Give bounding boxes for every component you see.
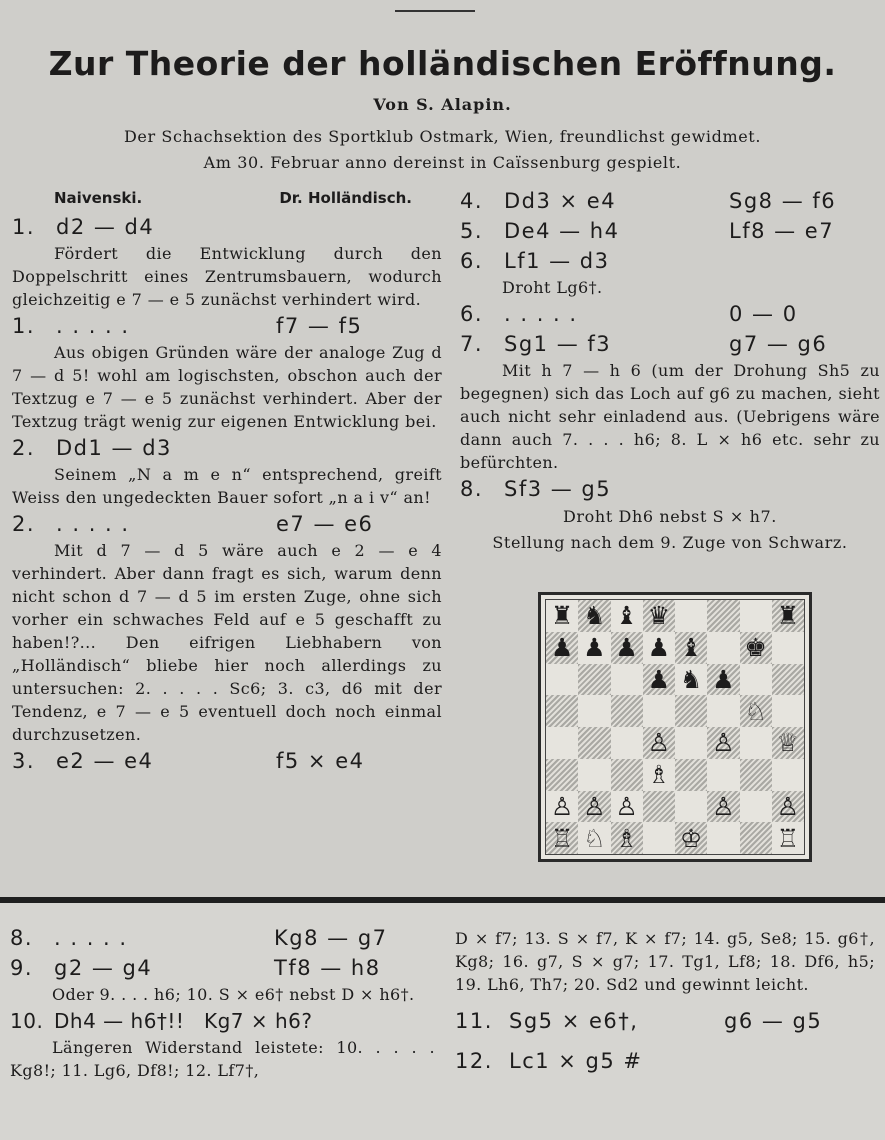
- move-number: 9.: [10, 956, 34, 980]
- move-9: [10, 953, 435, 983]
- move-12: [455, 1046, 875, 1076]
- board-square: [611, 632, 643, 664]
- move-1-black: [12, 311, 442, 341]
- black-move: Kg8 — g7: [274, 926, 388, 950]
- board-square: [578, 664, 610, 696]
- board-square: [772, 600, 804, 632]
- comment-10-continued: D × f7; 13. S × f7, K × f7; 14. g5, Se8; 15. g6†, Kg8; 16. g7, S × g7; 17. Tg1, Lf8; 18. Df6, h5; 19. Lh6, Th7; 20. Sd2 und gewinnt leicht.: [455, 929, 875, 994]
- board-square: [675, 759, 707, 791]
- move-1: [12, 212, 442, 242]
- move-3: [12, 746, 442, 776]
- chess-piece: ♗: [615, 823, 638, 853]
- board-square: [675, 664, 707, 696]
- comment-1: Fördert die Entwicklung durch den Doppelschritt eines Zentrumsbauern, wodurch gleichzeitig e 7 — e 5 zunächst verhindert wird.: [12, 244, 442, 309]
- white-move: Dd1 — d3: [56, 436, 172, 460]
- board-square: [643, 791, 675, 823]
- white-move: De4 — h4: [504, 219, 620, 243]
- comment-7: Mit h 7 — h 6 (um der Drohung Sh5 zu begegnen) sich das Loch auf g6 zu machen, sieht auch nicht sehr einladend aus. (Uebrigens wäre dann auch 7. . . . h6; 8. L × h6 etc. sehr zu befürchten.: [460, 361, 880, 472]
- board-square: [707, 600, 739, 632]
- board-square: [675, 727, 707, 759]
- move-6-black: [460, 299, 880, 329]
- black-move: f7 — f5: [276, 314, 363, 338]
- chess-piece: ♕: [776, 728, 800, 758]
- white-move: Sg5 × e6†,: [509, 1009, 639, 1033]
- move-number: 11.: [455, 1009, 493, 1033]
- chess-piece: ♙: [712, 791, 735, 821]
- chess-piece: ♟: [550, 633, 574, 663]
- board-square: [611, 727, 643, 759]
- chess-piece: ♙: [583, 791, 606, 821]
- board-square: [740, 727, 772, 759]
- comment-4: Mit d 7 — d 5 wäre auch e 2 — e 4 verhindert. Aber dann fragt es sich, warum denn nicht schon d 7 — d 5 im ersten Zuge, ohne sich vorher ein schwaches Feld auf e 5 geschafft zu haben!?... Den eifrigen Liebhabern von „Holländisch“ bliebe hier noch allerdings zu untersuchen: 2. . . . . Sc6; 3. c3, d6 mit der Tendenz, e 7 — e 5 eventuell doch noch einmal durchzusetzen.: [12, 541, 442, 744]
- board-square: [707, 759, 739, 791]
- chess-piece: ♖: [776, 823, 800, 853]
- board-square: [643, 600, 675, 632]
- board-square: [740, 632, 772, 664]
- chess-piece: ♟: [712, 664, 735, 694]
- move-8-black: [10, 923, 435, 953]
- board-square: [546, 632, 578, 664]
- chess-piece: ♞: [583, 601, 606, 631]
- byline: Von S. Alapin.: [373, 95, 512, 114]
- move-2: [12, 433, 442, 463]
- board-square: [772, 695, 804, 727]
- chess-piece: ♞: [679, 664, 703, 694]
- board-square: [707, 664, 739, 696]
- players-header: [12, 186, 442, 212]
- board-square: [740, 600, 772, 632]
- board-square: [707, 791, 739, 823]
- white-move: Dd3 × e4: [504, 189, 617, 213]
- chess-piece: ♙: [550, 791, 574, 821]
- white-player: Naivenski.: [54, 189, 143, 207]
- board-square: [675, 822, 707, 854]
- board-square: [675, 632, 707, 664]
- board-square: [578, 632, 610, 664]
- white-move: . . . . .: [54, 926, 128, 950]
- board-square: [611, 791, 643, 823]
- chess-piece: ♔: [679, 823, 703, 853]
- black-player: Dr. Holländisch.: [279, 189, 412, 207]
- chess-piece: ♙: [647, 728, 671, 758]
- chess-board: [545, 599, 805, 855]
- chess-piece: ♜: [776, 601, 800, 631]
- white-move: . . . . .: [504, 302, 578, 326]
- move-number: 10.: [10, 1009, 44, 1033]
- board-square: [675, 791, 707, 823]
- black-move: g7 — g6: [729, 332, 828, 356]
- chess-piece: ♘: [744, 696, 767, 726]
- move-6: [460, 246, 880, 276]
- article-title: Zur Theorie der holländischen Eröffnung.: [48, 44, 837, 83]
- right-column: [460, 186, 880, 556]
- black-move: f5 × e4: [276, 749, 365, 773]
- move-number: 2.: [12, 512, 36, 536]
- chess-piece: ♝: [615, 601, 638, 631]
- board-square: [707, 695, 739, 727]
- chess-piece: ♟: [647, 633, 671, 663]
- chess-piece: ♜: [550, 601, 574, 631]
- board-square: [611, 664, 643, 696]
- comment-6: Droht Lg6†.: [502, 278, 603, 297]
- comment-9: Oder 9. . . . h6; 10. S × e6† nebst D × h6†.: [52, 985, 415, 1004]
- move-2-black: [12, 509, 442, 539]
- board-square: [611, 759, 643, 791]
- board-square: [643, 695, 675, 727]
- board-square: [772, 759, 804, 791]
- played-note: Am 30. Februar anno dereinst in Caïssenburg gespielt.: [203, 153, 682, 172]
- move-number: 8.: [10, 926, 34, 950]
- board-square: [772, 664, 804, 696]
- board-square: [772, 632, 804, 664]
- white-move: Lc1 × g5 #: [509, 1049, 643, 1073]
- white-move: Sf3 — g5: [504, 477, 612, 501]
- board-square: [643, 632, 675, 664]
- board-square: [578, 822, 610, 854]
- move-number: 6.: [460, 302, 484, 326]
- move-number: 6.: [460, 249, 484, 273]
- chess-piece: ♛: [647, 601, 671, 631]
- board-square: [707, 727, 739, 759]
- board-square: [578, 727, 610, 759]
- chess-diagram: [538, 592, 812, 862]
- white-move: g2 — g4: [54, 956, 153, 980]
- board-square: [611, 600, 643, 632]
- chess-piece: ♙: [615, 791, 638, 821]
- comment-8: Droht Dh6 nebst S × h7.: [563, 507, 777, 526]
- board-square: [675, 600, 707, 632]
- board-square: [643, 727, 675, 759]
- white-move: Lf1 — d3: [504, 249, 610, 273]
- comment-3: Seinem „N a m e n“ entsprechend, greift Weiss den ungedeckten Bauer sofort „n a i v“ an!: [12, 465, 442, 507]
- board-square: [611, 822, 643, 854]
- top-rule: [395, 10, 475, 12]
- move-number: 2.: [12, 436, 36, 460]
- black-move: 0 — 0: [729, 302, 798, 326]
- white-move: Sg1 — f3: [504, 332, 612, 356]
- board-square: [707, 632, 739, 664]
- move-number: 3.: [12, 749, 36, 773]
- chess-piece: ♙: [776, 791, 800, 821]
- board-square: [546, 759, 578, 791]
- move-7: [460, 329, 880, 359]
- chess-piece: ♟: [647, 664, 671, 694]
- board-square: [546, 695, 578, 727]
- comment-2: Aus obigen Gründen wäre der analoge Zug d 7 — d 5! wohl am logischsten, obschon auch der Textzug e 7 — e 5 zunächst verhindert. Aber der Textzug trägt wenig zur eigenen Entwicklung bei.: [12, 343, 442, 431]
- move-number: 4.: [460, 189, 484, 213]
- move-4: [460, 186, 880, 216]
- continuation-section: [0, 903, 885, 1140]
- board-square: [740, 822, 772, 854]
- white-move: e2 — e4: [56, 749, 154, 773]
- board-square: [740, 695, 772, 727]
- board-square: [740, 664, 772, 696]
- chess-piece: ♖: [550, 823, 574, 853]
- white-move: Dh4 — h6†!!: [54, 1009, 185, 1033]
- move-11: [455, 1006, 875, 1036]
- board-square: [740, 759, 772, 791]
- chess-piece: ♝: [679, 633, 703, 663]
- board-square: [643, 759, 675, 791]
- move-number: 5.: [460, 219, 484, 243]
- move-number: 7.: [460, 332, 484, 356]
- diagram-caption: Stellung nach dem 9. Zuge von Schwarz.: [492, 533, 848, 552]
- chess-piece: ♘: [583, 823, 606, 853]
- white-move: . . . . .: [56, 314, 130, 338]
- board-square: [578, 600, 610, 632]
- board-square: [546, 664, 578, 696]
- move-number: 1.: [12, 215, 36, 239]
- chess-piece: ♗: [647, 760, 671, 790]
- board-square: [772, 727, 804, 759]
- move-number: 12.: [455, 1049, 493, 1073]
- comment-10: Längeren Widerstand leistete: 10. . . . . Kg8!; 11. Lg6, Df8!; 12. Lf7†,: [10, 1038, 435, 1080]
- white-move: d2 — d4: [56, 215, 155, 239]
- dedication: Der Schachsektion des Sportklub Ostmark, Wien, freundlichst gewidmet.: [123, 127, 762, 146]
- board-square: [546, 791, 578, 823]
- board-square: [740, 791, 772, 823]
- chess-piece: ♟: [615, 633, 638, 663]
- left-column: [12, 186, 442, 776]
- board-square: [675, 695, 707, 727]
- board-square: [643, 664, 675, 696]
- move-10: [10, 1006, 435, 1036]
- move-8: [460, 474, 880, 504]
- white-move: . . . . .: [56, 512, 130, 536]
- black-move: g6 — g5: [724, 1009, 823, 1033]
- board-square: [578, 695, 610, 727]
- move-number: 8.: [460, 477, 484, 501]
- board-square: [546, 600, 578, 632]
- black-move: Tf8 — h8: [274, 956, 381, 980]
- board-square: [643, 822, 675, 854]
- board-square: [546, 727, 578, 759]
- board-square: [772, 822, 804, 854]
- chess-piece: ♚: [744, 633, 767, 663]
- bottom-right-column: [455, 927, 875, 1076]
- black-move: Sg8 — f6: [729, 189, 837, 213]
- board-square: [611, 695, 643, 727]
- black-move: Lf8 — e7: [729, 219, 835, 243]
- chess-piece: ♙: [712, 728, 735, 758]
- black-move: e7 — e6: [276, 512, 374, 536]
- black-move: Kg7 × h6?: [204, 1009, 313, 1033]
- board-square: [578, 759, 610, 791]
- move-5: [460, 216, 880, 246]
- bottom-left-column: [10, 923, 435, 1082]
- chess-piece: ♟: [583, 633, 606, 663]
- move-number: 1.: [12, 314, 36, 338]
- board-square: [578, 791, 610, 823]
- board-square: [707, 822, 739, 854]
- board-square: [546, 822, 578, 854]
- board-square: [772, 791, 804, 823]
